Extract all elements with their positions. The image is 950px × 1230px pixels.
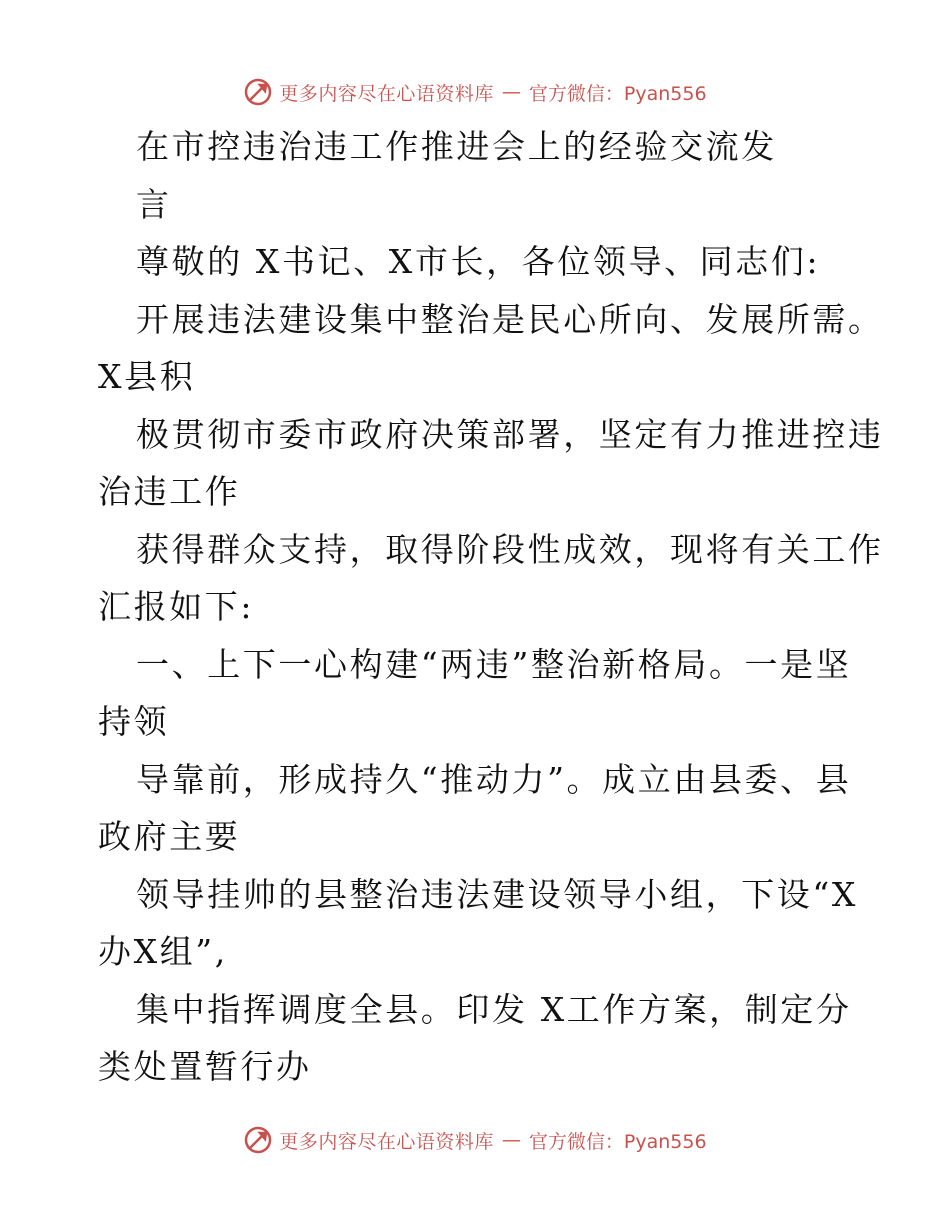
document-line: 办X组”, [98,932,228,971]
document-line: 言 [136,184,172,224]
document-line: 持领 [98,702,170,741]
footer-watermark [0,1120,950,1160]
document-line: 领导挂帅的县整治违法建设领导小组，下设“X [136,874,858,914]
quill-logo-icon [243,77,273,107]
document-body [98,118,884,1096]
document-line: 治违工作 [98,472,241,511]
document-line: 开展违法建设集中整治是民心所向、发展所需。 [136,299,884,339]
header-watermark [0,72,950,112]
document-line: 尊敬的 X书记、X市长，各位领导、同志们: [136,242,821,281]
watermark-contact: 官方微信：Pyan556 [528,82,707,105]
watermark-text: 更多内容尽在心语资料库 [279,1130,494,1153]
watermark-contact: 官方微信：Pyan556 [528,1130,707,1153]
document-line: 极贯彻市委市政府决策部署，坚定有力推进控违 [136,414,884,454]
document-line: 集中指挥调度全县。印发 X工作方案，制定分 [136,989,852,1029]
watermark-separator: — [501,1129,521,1151]
quill-logo-icon [243,1125,273,1155]
watermark-text: 更多内容尽在心语资料库 [279,82,494,105]
document-line: 类处置暂行办 [98,1047,312,1086]
document-line: 一、上下一心构建“两违”整治新格局。一是坚 [136,644,852,684]
document-line: X县积 [98,357,196,396]
document-line: 政府主要 [98,817,241,856]
document-line: 在市控违治违工作推进会上的经验交流发 [136,127,777,166]
document-line: 获得群众支持，取得阶段性成效，现将有关工作 [136,529,884,569]
watermark-separator: — [501,81,521,103]
document-line: 导靠前，形成持久“推动力”。成立由县委、县 [136,759,852,799]
document-line: 汇报如下: [98,587,255,626]
